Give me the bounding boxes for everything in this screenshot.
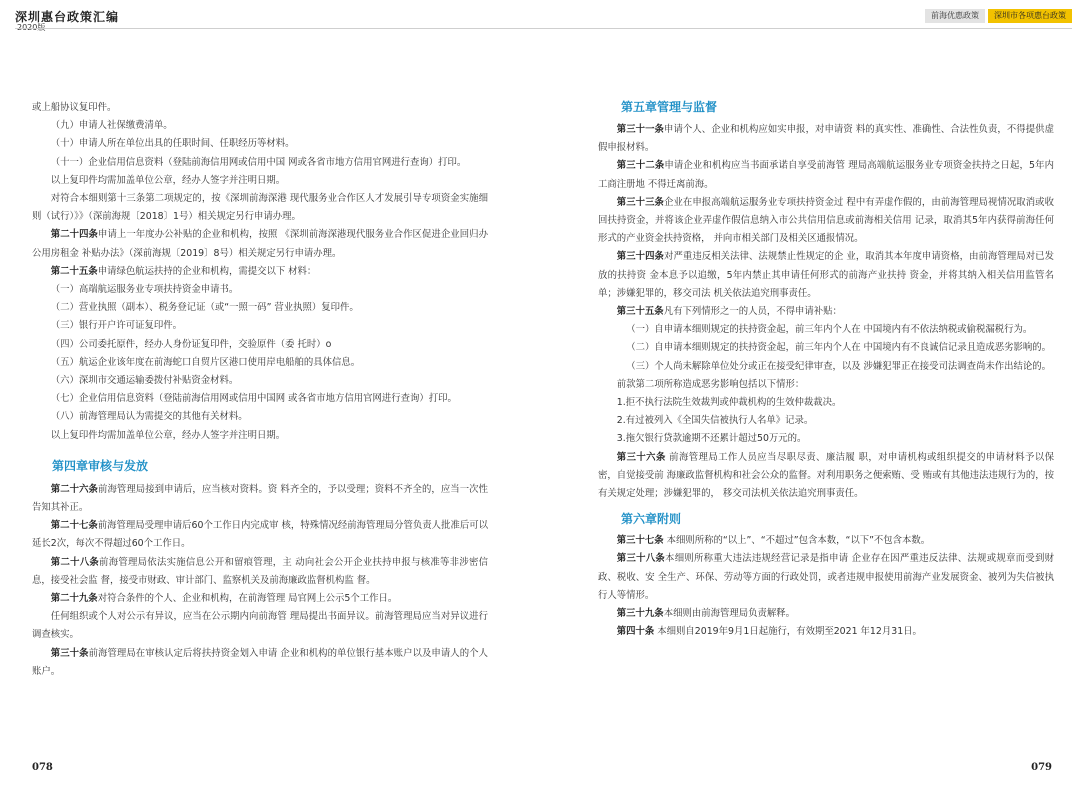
paragraph-text: 本细则所称的“以上”、“不超过”包含本数，“以下”不包含本数。 bbox=[663, 535, 931, 547]
paragraph bbox=[32, 154, 488, 172]
paragraph bbox=[32, 317, 488, 335]
chapter-6-title: 第六章附则 bbox=[621, 512, 682, 527]
paragraph bbox=[32, 354, 488, 372]
paragraph bbox=[598, 303, 1054, 321]
paragraph-text: 1.拒不执行法院生效裁判或仲裁机构的生效仲裁裁决。 bbox=[616, 397, 842, 409]
paragraph-text: 凡有下列情形之一的人员，不得申请补贴： bbox=[663, 306, 842, 318]
paragraph bbox=[598, 376, 1054, 394]
paragraph-text: 或上船协议复印件。 bbox=[32, 102, 117, 113]
paragraph bbox=[32, 408, 488, 426]
paragraph bbox=[32, 427, 488, 445]
article-number: 第四十条 bbox=[616, 626, 655, 638]
paragraph-text: （九）申请人社保缴费清单。 bbox=[50, 120, 173, 132]
paragraph bbox=[32, 263, 488, 281]
paragraph-text: （三）个人尚未解除单位处分或正在接受纪律审查，以及 涉嫌犯罪正在接受司法调查尚未作出结论的。 bbox=[626, 360, 1052, 372]
paragraph-text: 前款第二项所称造成恶劣影响包括以下情形： bbox=[616, 378, 805, 390]
paragraph-text: 以上复印件均需加盖单位公章，经办人签字并注明日期。 bbox=[50, 174, 286, 186]
paragraph-text: 前海管理局在审核认定后将扶持资金划入申请 企业和机构的单位银行基本账户以及申请人的个人账户。 bbox=[32, 647, 488, 677]
paragraph-text: 前海管理局接到申请后，应当核对资料。资 料齐全的，予以受理；资料不齐全的，应当一次性告知其补正。 bbox=[32, 483, 488, 514]
paragraph-text: （一）高端航运服务业专项扶持资金申请书。 bbox=[50, 284, 239, 296]
paragraph bbox=[598, 430, 1054, 448]
chapter-5-title: 第五章管理与监督 bbox=[621, 100, 718, 114]
paragraph bbox=[598, 449, 1054, 504]
paragraph-text: 2.有过被列入《全国失信被执行人名单》记录。 bbox=[616, 415, 814, 427]
article-number: 第三十条 bbox=[50, 647, 89, 659]
paragraph-text: 前海管理局工作人员应当尽职尽责、廉洁履 职，对申请机构或组织提交的申请材料予以保密，自觉接受前 海廉政监督机构和社会公众的监督。对利用职务之便索贿、受 贿或有其他违法违规行为的，按有关规定处理；涉嫌犯罪的， 移交司法机关依法追究刑事责任。 bbox=[598, 451, 1054, 500]
paragraph-text: （十）申请人所在单位出具的任职时间、任职经历等材料。 bbox=[50, 138, 295, 150]
paragraph bbox=[598, 194, 1054, 249]
paragraph bbox=[32, 372, 488, 390]
paragraph bbox=[598, 157, 1054, 193]
paragraph-text: （七）企业信用信息资料（登陆前海信用网或信用中国网 或各省市地方信用官网进行查询）打印。 bbox=[50, 393, 457, 405]
paragraph bbox=[598, 623, 1054, 641]
paragraph-text: 对符合本细则第十三条第二项规定的，按《深圳前海深港 现代服务业合作区人才发展引导专项资金实施细则（试行）》》（深前海规〔2018〕1号）相关规定另行申请办理。 bbox=[32, 193, 488, 223]
paragraph-text: 企业在申报高端航运服务业专项扶持资金过 程中有弄虚作假的，由前海管理局视情况取消或收回扶持资金，并将该企业弄虚作假信息纳入市公共信用信息或前海相关信用 记录，取消其5年内获得前海任何形式的产业资金扶持资格， 并向市相关部门及相关区通报情况。 bbox=[598, 196, 1054, 245]
paragraph bbox=[598, 358, 1054, 376]
header-title: 深圳惠台政策汇编 bbox=[15, 10, 120, 24]
paragraph bbox=[598, 532, 1054, 550]
paragraph bbox=[32, 336, 488, 354]
paragraph-text: （二）自申请本细则规定的扶持资金起，前三年内个人在 中国境内有不良诚信记录且造成恶劣影响的。 bbox=[626, 342, 1052, 354]
paragraph bbox=[32, 226, 488, 262]
paragraph-text: 对严重违反相关法律、法规禁止性规定的企 业，取消其本年度申请资格，由前海管理局对已发放的扶持资 金本息予以追缴，5年内禁止其申请任何形式的前海产业扶持 资金，并将其纳入相关信用监管名单；涉嫌犯罪的，移交司法 机关依法追究刑事责任。 bbox=[598, 251, 1054, 299]
article-number: 第三十三条 bbox=[616, 196, 664, 208]
paragraph-text: （八）前海管理局认为需提交的其他有关材料。 bbox=[50, 411, 248, 423]
paragraph bbox=[598, 412, 1054, 430]
article-number: 第二十五条 bbox=[50, 265, 98, 277]
paragraph-text: 3.拖欠银行贷款逾期不还累计超过50万元的。 bbox=[616, 433, 807, 445]
paragraph-text: 以上复印件均需加盖单位公章，经办人签字并注明日期。 bbox=[50, 429, 286, 441]
article-number: 第二十七条 bbox=[50, 520, 98, 532]
paragraph bbox=[598, 394, 1054, 412]
paragraph bbox=[598, 321, 1054, 339]
paragraph-text: （四）公司委托原件，经办人身份证复印件，交验原件（委 托时）o bbox=[50, 338, 332, 350]
right-page-column bbox=[598, 99, 1054, 641]
paragraph-text: （三）银行开户许可证复印件。 bbox=[50, 320, 183, 332]
header-tabs bbox=[925, 9, 1072, 23]
tab-shenzhen-policies[interactable]: 深圳市各项惠台政策 bbox=[988, 9, 1072, 23]
article-number: 第三十九条 bbox=[616, 608, 664, 620]
paragraph bbox=[32, 135, 488, 153]
left-page-column bbox=[32, 99, 488, 681]
paragraph bbox=[32, 172, 488, 190]
paragraph-text: 申请个人、企业和机构应如实申报，对申请资 料的真实性、准确性、合法性负责，不得提供虚假申报材料。 bbox=[598, 124, 1054, 154]
header-divider bbox=[15, 28, 1072, 29]
paragraph-text: （十一）企业信用信息资料（登陆前海信用网或信用中国 网或各省市地方信用官网进行查询）打印。 bbox=[50, 156, 467, 168]
article-number: 第二十六条 bbox=[50, 483, 98, 495]
paragraph bbox=[32, 645, 488, 681]
article-number: 第二十九条 bbox=[50, 593, 98, 605]
paragraph bbox=[32, 99, 488, 117]
paragraph-text: （六）深圳市交通运输委拨付补贴资金材料。 bbox=[50, 375, 239, 387]
paragraph bbox=[598, 605, 1054, 623]
article-number: 第三十四条 bbox=[616, 251, 664, 263]
article-number: 第三十八条 bbox=[616, 553, 666, 565]
paragraph bbox=[32, 281, 488, 299]
paragraph bbox=[598, 339, 1054, 357]
paragraph-text: （二）营业执照（副本）、税务登记证（或“一照一码” 营业执照）复印件。 bbox=[50, 302, 359, 314]
paragraph bbox=[32, 390, 488, 408]
article-number: 第三十七条 bbox=[616, 535, 664, 547]
paragraph-text: 申请绿色航运扶持的企业和机构，需提交以下 材料： bbox=[97, 265, 317, 277]
right-paragraphs-b bbox=[598, 532, 1054, 641]
article-number: 第二十四条 bbox=[50, 229, 98, 241]
left-page-number: 078 bbox=[32, 762, 53, 773]
paragraph bbox=[32, 590, 488, 608]
article-number: 第三十五条 bbox=[616, 306, 664, 318]
paragraph bbox=[32, 554, 488, 590]
paragraph bbox=[598, 121, 1054, 157]
paragraph bbox=[32, 608, 488, 644]
paragraph-text: 前海管理局受理申请后60个工作日内完成审 核，特殊情况经前海管理局分管负责人批准后可以延长2次，每次不得超过60个工作日。 bbox=[32, 520, 488, 550]
paragraph-text: 本细则所称重大违法违规经营记录是指申请 企业存在因严重违反法律、法规或规章而受到财政、税收、安 全生产、环保、劳动等方面的行政处罚，或者违规申报使用前海产业发展资金、被列为失信被执行人等情形。 bbox=[598, 553, 1054, 601]
paragraph bbox=[32, 481, 488, 517]
paragraph bbox=[32, 517, 488, 553]
paragraph-text: 前海管理局依法实施信息公开和留痕管理，主 动向社会公开企业扶持申报与核准等非涉密信息，接受社会监 督，接受市财政、审计部门、监察机关及前海廉政监督机构监 督。 bbox=[32, 556, 488, 586]
left-paragraphs-a bbox=[32, 99, 488, 445]
paragraph bbox=[32, 190, 488, 226]
paragraph-text: 对符合条件的个人、企业和机构，在前海管理 局官网上公示5个工作日。 bbox=[97, 593, 398, 605]
paragraph-text: 申请上一年度办公补贴的企业和机构，按照 《深圳前海深港现代服务业合作区促进企业回归办公用房租金 补贴办法》（深前海规〔2019〕8号）相关规定另行申请办理。 bbox=[32, 229, 488, 259]
paragraph bbox=[598, 248, 1054, 303]
paragraph-text: （一）自申请本细则规定的扶持资金起，前三年内个人在 中国境内有不依法纳税或偷税漏税行为。 bbox=[626, 324, 1033, 336]
article-number: 第三十一条 bbox=[616, 124, 664, 135]
chapter-4-title: 第四章审核与发放 bbox=[52, 458, 149, 473]
paragraph bbox=[32, 117, 488, 135]
paragraph-text: 本细则自2019年9月1日起施行，有效期至2021 年12月31日。 bbox=[654, 626, 922, 638]
paragraph-text: 申请企业和机构应当书面承诺自享受前海管 理局高端航运服务业专项资金扶持之日起，5年内工商注册地 不得迁离前海。 bbox=[598, 160, 1054, 190]
right-paragraphs-a bbox=[598, 121, 1054, 503]
tab-qianhai-policies[interactable]: 前海优惠政策 bbox=[925, 9, 985, 23]
paragraph-text: 本细则由前海管理局负责解释。 bbox=[663, 608, 795, 620]
article-number: 第三十六条 bbox=[616, 451, 666, 463]
article-number: 第三十二条 bbox=[616, 160, 665, 172]
paragraph bbox=[598, 550, 1054, 605]
paragraph-text: （五）航运企业该年度在前海蛇口自贸片区港口使用岸电船舶的具体信息。 bbox=[50, 356, 361, 368]
paragraph bbox=[32, 299, 488, 317]
right-page-number: 079 bbox=[1031, 762, 1052, 773]
paragraph-text: 任何组织或个人对公示有异议，应当在公示期内向前海管 理局提出书面异议。前海管理局应当对异议进行调查核实。 bbox=[32, 611, 488, 641]
left-paragraphs-b bbox=[32, 481, 488, 681]
article-number: 第二十八条 bbox=[50, 556, 100, 568]
